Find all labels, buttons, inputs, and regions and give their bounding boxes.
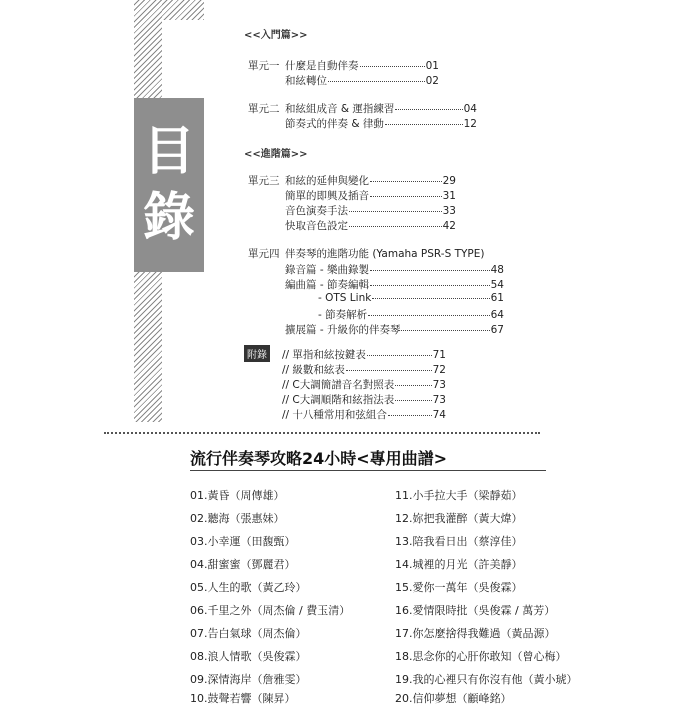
toc-entry[interactable] — [285, 262, 504, 277]
decorative-hatch-top-right — [162, 0, 204, 20]
dot-leader — [388, 415, 432, 416]
dot-leader — [401, 330, 489, 331]
section-heading-intro: <<入門篇>> — [244, 30, 308, 41]
section-heading-advanced: <<進階篇>> — [244, 149, 308, 160]
toc-entry-label: 和絃的延伸與變化 — [285, 175, 369, 187]
song-item[interactable]: 04.甜蜜蜜（鄧麗君） — [190, 558, 296, 571]
appendix-entry[interactable] — [282, 347, 446, 362]
unit-label-1: 單元一 — [248, 60, 280, 72]
appendix-entry-page: 73 — [432, 394, 446, 406]
toc-entry-page: 31 — [442, 190, 456, 202]
toc-entry-heading[interactable]: 伴奏琴的進階功能 (Yamaha PSR-S TYPE) — [285, 248, 485, 260]
toc-entry-page: 42 — [442, 220, 456, 232]
song-item[interactable]: 11.小手拉大手（梁靜茹） — [395, 489, 523, 502]
toc-entry-label: - OTS Link — [318, 292, 372, 304]
dot-leader — [367, 355, 432, 356]
toc-entry[interactable] — [285, 277, 504, 292]
toc-entry-page: 01 — [425, 60, 439, 72]
toc-entry[interactable] — [318, 292, 504, 304]
appendix-tag: 附錄 — [244, 345, 270, 362]
songs-title: 流行伴奏琴攻略24小時<專用曲譜> — [190, 449, 448, 468]
appendix-entry-label: // C大調順階和絃指法表 — [282, 394, 395, 406]
decorative-hatch-bottom — [134, 272, 162, 422]
dot-leader — [349, 211, 442, 212]
song-item[interactable]: 16.愛情限時批（吳俊霖 / 萬芳） — [395, 604, 556, 617]
toc-entry-label: 擴展篇 - 升級你的伴奏琴 — [285, 324, 401, 336]
appendix-entry-label: // 級數和絃表 — [282, 364, 345, 376]
toc-entry-page: 12 — [463, 118, 477, 130]
dot-leader — [395, 385, 431, 386]
songs-title-rule — [190, 470, 546, 471]
toc-entry-label: 什麼是自動伴奏 — [285, 60, 359, 72]
toc-entry-page: 54 — [490, 279, 504, 291]
appendix-entry[interactable] — [282, 362, 446, 377]
toc-entry-page: 67 — [490, 324, 504, 336]
toc-entry-label: 編曲篇 - 節奏編輯 — [285, 279, 369, 291]
dot-leader — [370, 285, 490, 286]
toc-entry[interactable] — [285, 101, 477, 116]
toc-entry-label: 簡單的即興及插音 — [285, 190, 369, 202]
toc-entry-page: 02 — [425, 75, 439, 87]
song-item[interactable]: 09.深情海岸（詹雅雯） — [190, 673, 307, 686]
dot-leader — [346, 370, 432, 371]
song-item[interactable]: 19.我的心裡只有你沒有他（黃小琥） — [395, 673, 578, 686]
dot-leader — [395, 400, 431, 401]
toc-entry-label: 快取音色設定 — [285, 220, 348, 232]
song-item[interactable]: 08.浪人情歌（吳俊霖） — [190, 650, 307, 663]
toc-entry-page: 61 — [490, 292, 504, 304]
section-divider — [104, 432, 540, 434]
toc-entry[interactable] — [318, 307, 504, 322]
song-item[interactable]: 07.告白氣球（周杰倫） — [190, 627, 307, 640]
unit-label-3: 單元三 — [248, 175, 280, 187]
toc-entry-label: 和絃組成音 & 運指練習 — [285, 103, 395, 115]
dot-leader — [328, 81, 425, 82]
toc-entry[interactable] — [285, 116, 477, 131]
toc-title-char-1: 目 — [142, 122, 195, 182]
appendix-entry-label: // C大調簡譜音名對照表 — [282, 379, 395, 391]
toc-entry[interactable] — [285, 203, 456, 218]
song-item[interactable]: 15.愛你一萬年（吳俊霖） — [395, 581, 523, 594]
dot-leader — [395, 109, 462, 110]
song-item[interactable]: 17.你怎麼捨得我難過（黃品源） — [395, 627, 556, 640]
appendix-entry-page: 71 — [432, 349, 446, 361]
appendix-entry-page: 74 — [432, 409, 446, 421]
toc-entry[interactable] — [285, 188, 456, 203]
dot-leader — [385, 124, 463, 125]
song-item[interactable]: 02.聽海（張惠妹） — [190, 512, 285, 525]
toc-entry-page: 04 — [463, 103, 477, 115]
toc-entry-label: 音色演奏手法 — [285, 205, 348, 217]
song-item[interactable]: 13.陪我看日出（蔡淳佳） — [395, 535, 523, 548]
toc-entry-page: 48 — [490, 264, 504, 276]
song-item[interactable]: 18.思念你的心肝你敢知（曾心梅） — [395, 650, 567, 663]
dot-leader — [360, 66, 425, 67]
appendix-entry[interactable] — [282, 377, 446, 392]
dot-leader — [349, 226, 442, 227]
song-item[interactable]: 12.妳把我灌醉（黃大煒） — [395, 512, 523, 525]
song-item[interactable]: 10.鼓聲若響（陳昇） — [190, 692, 296, 705]
appendix-entry[interactable] — [282, 392, 446, 407]
toc-entry[interactable] — [285, 73, 439, 88]
song-item[interactable]: 05.人生的歌（黃乙玲） — [190, 581, 307, 594]
toc-entry-label: 和絃轉位 — [285, 75, 327, 87]
appendix-entry-label: // 十八種常用和弦組合 — [282, 409, 387, 421]
toc-entry[interactable] — [285, 58, 439, 73]
toc-entry[interactable] — [285, 173, 456, 188]
song-item[interactable]: 14.城裡的月光（許美靜） — [395, 558, 523, 571]
song-item[interactable]: 03.小幸運（田馥甄） — [190, 535, 296, 548]
dot-leader — [372, 298, 489, 299]
toc-entry-page: 29 — [442, 175, 456, 187]
appendix-entry-label: // 單指和絃按鍵表 — [282, 349, 366, 361]
song-item[interactable]: 06.千里之外（周杰倫 / 費玉清） — [190, 604, 351, 617]
song-item[interactable]: 01.黃昏（周傳雄） — [190, 489, 285, 502]
appendix-entry-page: 72 — [432, 364, 446, 376]
dot-leader — [370, 196, 442, 197]
dot-leader — [368, 315, 489, 316]
dot-leader — [370, 181, 442, 182]
appendix-entry-page: 73 — [432, 379, 446, 391]
toc-title-block — [134, 98, 204, 272]
toc-entry[interactable] — [285, 322, 504, 337]
toc-entry-label: - 節奏解析 — [318, 309, 368, 321]
toc-entry-label: 錄音篇 - 樂曲錄製 — [285, 264, 369, 276]
toc-entry-page: 64 — [490, 309, 504, 321]
appendix-entry[interactable] — [282, 407, 446, 422]
unit-label-4: 單元四 — [248, 248, 280, 260]
decorative-hatch-top — [134, 0, 162, 98]
unit-label-2: 單元二 — [248, 103, 280, 115]
toc-entry[interactable] — [285, 218, 456, 233]
toc-entry-label: 節奏式的伴奏 & 律動 — [285, 118, 384, 130]
dot-leader — [370, 270, 490, 271]
song-item[interactable]: 20.信仰夢想（顧峰銘） — [395, 692, 512, 705]
toc-title-char-2: 錄 — [142, 188, 195, 248]
toc-entry-page: 33 — [442, 205, 456, 217]
